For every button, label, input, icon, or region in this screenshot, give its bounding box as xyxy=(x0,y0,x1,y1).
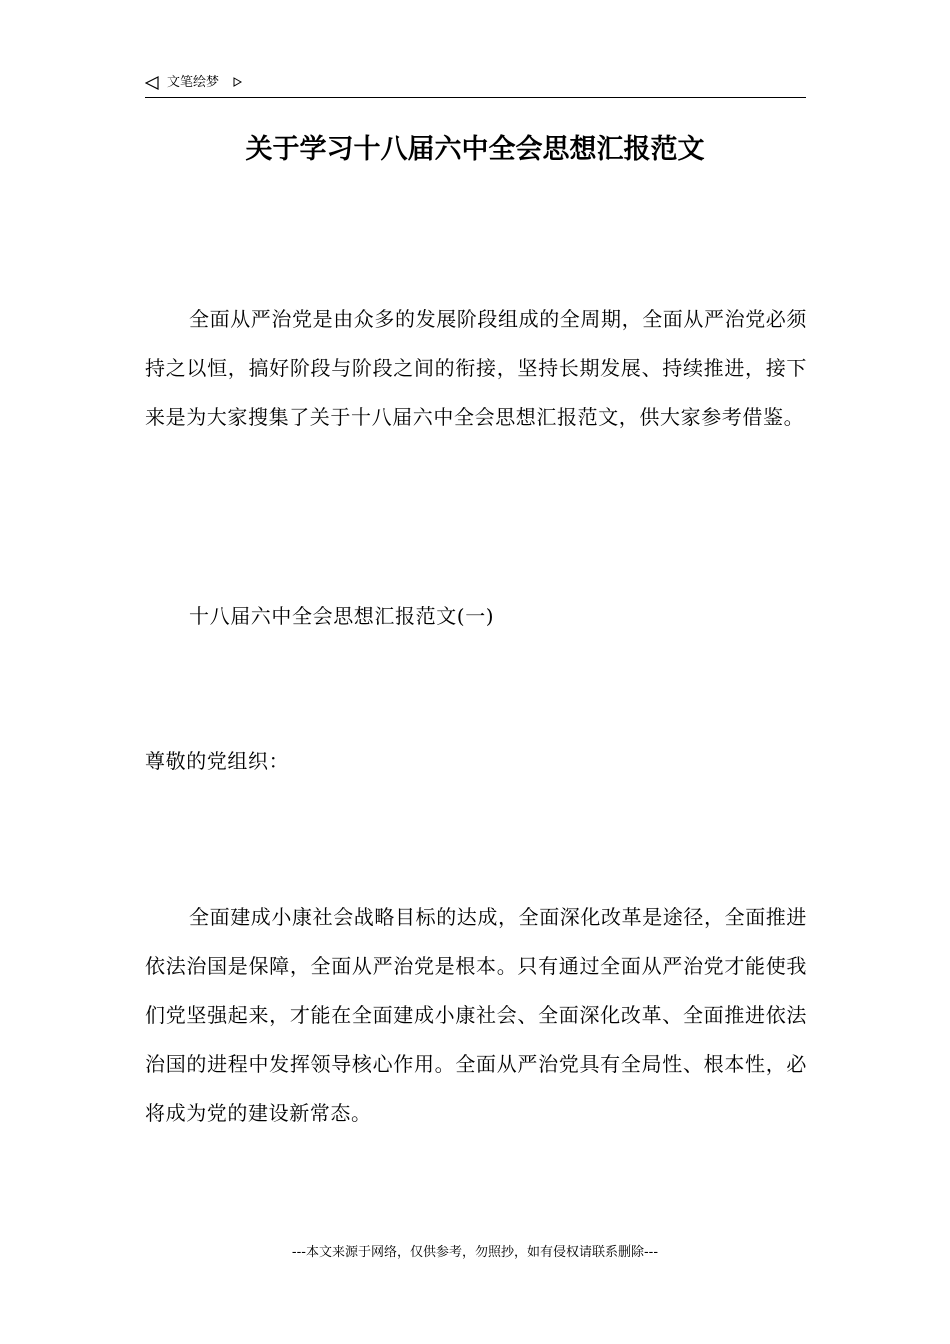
header-brand-text: 文笔绘梦 xyxy=(167,75,220,90)
triangle-left-icon xyxy=(145,76,159,90)
section-heading: 十八届六中全会思想汇报范文(一) xyxy=(189,604,495,628)
page-header xyxy=(145,73,806,98)
document-title: 关于学习十八届六中全会思想汇报范文 xyxy=(245,134,705,165)
salutation: 尊敬的党组织： xyxy=(145,749,290,773)
body-paragraph: 全面建成小康社会战略目标的达成，全面深化改革是途径，全面推进依法治国是保障，全面从严治党是根本。只有通过全面从严治党才能使我们党坚强起来，才能在全面建成小康社会、全面深化改革、全面推进依法治国的进程中发挥领导核心作用。全面从严治党具有全局性、根本性，必将成为党的建设新常态。 xyxy=(145,905,807,1125)
triangle-right-icon xyxy=(233,77,242,87)
page-footer: ---本文来源于网络，仅供参考，勿照抄，如有侵权请联系删除--- xyxy=(291,1245,659,1260)
intro-paragraph: 全面从严治党是由众多的发展阶段组成的全周期，全面从严治党必须持之以恒，搞好阶段与阶段之间的衔接，坚持长期发展、持续推进，接下来是为大家搜集了关于十八届六中全会思想汇报范文，供大家参考借鉴。 xyxy=(145,307,807,429)
